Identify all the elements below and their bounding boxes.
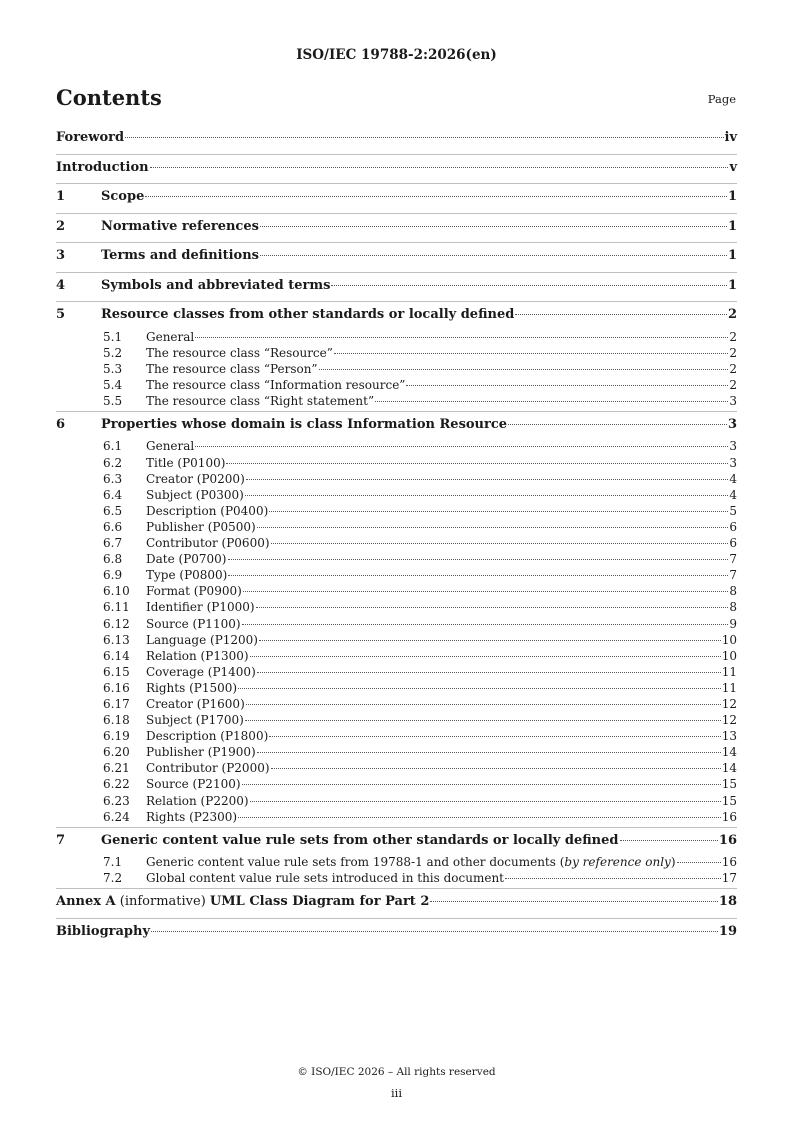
toc-entry-page: 3 — [729, 393, 737, 408]
toc-entry-page: 19 — [718, 923, 737, 939]
toc-entry[interactable] — [56, 246, 737, 270]
toc-entry-number: 7.2 — [103, 871, 123, 886]
toc-entry-number: 6.3 — [103, 471, 123, 486]
toc-entry-number: 6.12 — [103, 616, 130, 631]
toc-entry-page: 4 — [729, 471, 737, 486]
toc-entry-page: 2 — [727, 307, 737, 322]
toc-entry-page: 14 — [721, 745, 737, 760]
toc-subentry[interactable] — [56, 535, 737, 551]
toc-entry-number: 6.23 — [103, 793, 130, 808]
page-column-label: Page — [707, 92, 736, 106]
toc-entry-page: 14 — [721, 761, 737, 776]
toc-entry-page: v — [729, 159, 737, 175]
toc-entry-page: 16 — [718, 832, 737, 848]
dot-leader — [271, 543, 729, 544]
toc-entry-number: 6.1 — [103, 439, 123, 454]
toc-entry-title: Generic content value rule sets from 19788-1 and other documents (by reference only) — [146, 855, 676, 870]
toc-subentry[interactable] — [56, 632, 737, 648]
toc-entry-title: Identifier (P1000) — [146, 600, 255, 615]
toc-entry[interactable] — [56, 831, 737, 855]
toc-entry-title: Format (P0900) — [146, 584, 242, 599]
toc-entry-number: 2 — [56, 218, 66, 234]
toc-entry-title: Publisher (P1900) — [146, 745, 256, 760]
toc-separator — [56, 301, 737, 302]
toc-entry-page: 1 — [727, 277, 737, 293]
toc-subentry[interactable] — [56, 809, 737, 825]
toc-entry-number: 1 — [56, 189, 66, 204]
toc-subentry[interactable] — [56, 519, 737, 535]
toc-entry-page: 1 — [727, 218, 737, 234]
dot-leader — [250, 656, 721, 657]
toc-subentry[interactable] — [56, 599, 737, 615]
toc-entry-title: Global content value rule sets introduced in this document — [146, 871, 504, 886]
toc-entry-title: Relation (P1300) — [146, 648, 249, 663]
toc-entry-page: 8 — [729, 600, 737, 615]
toc-entry[interactable] — [56, 415, 737, 439]
toc-entry-title: Title (P0100) — [146, 455, 226, 470]
toc-subentry[interactable] — [56, 664, 737, 680]
dot-leader — [269, 511, 728, 512]
toc-entry-page: 1 — [727, 248, 737, 263]
dot-leader — [334, 353, 728, 354]
toc-entry-page: 11 — [721, 680, 737, 695]
toc-entry-title: Publisher (P0500) — [146, 519, 256, 534]
toc-entry-page: 12 — [721, 713, 737, 728]
toc-entry-number: 6 — [56, 416, 66, 432]
toc-entry-number: 6.13 — [103, 632, 130, 647]
toc-entry-title: Resource classes from other standards or locally defined — [101, 307, 515, 322]
toc-entry-title: Date (P0700) — [146, 552, 227, 567]
toc-entry-page: 6 — [729, 536, 737, 551]
toc-entry-title: Description (P0400) — [146, 503, 269, 518]
toc-entry-page: 16 — [721, 809, 737, 824]
toc-entry-number: 6.7 — [103, 536, 123, 551]
dot-leader — [195, 337, 728, 338]
toc-entry[interactable] — [56, 128, 737, 152]
toc-entry-page: 13 — [721, 729, 737, 744]
toc-subentry[interactable] — [56, 393, 737, 409]
toc-entry-number: 5.1 — [103, 329, 123, 344]
toc-subentry[interactable] — [56, 377, 737, 393]
toc-subentry[interactable] — [56, 696, 737, 712]
toc-entry-title: Terms and definitions — [101, 248, 259, 263]
dot-leader — [151, 931, 718, 932]
toc-entry-page: 3 — [727, 416, 737, 432]
toc-entry-title: Relation (P2200) — [146, 793, 249, 808]
document-header: ISO/IEC 19788-2:2026(en) — [296, 47, 497, 63]
dot-leader — [375, 401, 728, 402]
toc-separator — [56, 154, 737, 155]
toc-entry-page: 18 — [718, 894, 737, 910]
toc-entry-title: Contributor (P0600) — [146, 536, 270, 551]
dot-leader — [620, 840, 718, 841]
toc-entry[interactable] — [56, 187, 737, 211]
toc-entry-title: Contributor (P2000) — [146, 761, 270, 776]
toc-entry[interactable] — [56, 158, 737, 182]
toc-separator — [56, 242, 737, 243]
dot-leader — [228, 575, 728, 576]
dot-leader — [195, 446, 728, 447]
toc-entry-number: 3 — [56, 248, 66, 263]
toc-entry-title: The resource class “Right statement” — [146, 393, 375, 408]
toc-subentry[interactable] — [56, 361, 737, 377]
toc-subentry[interactable] — [56, 854, 737, 870]
toc-entry-title: Subject (P0300) — [146, 487, 244, 502]
toc-separator — [56, 183, 737, 184]
toc-entry-number: 6.4 — [103, 487, 123, 502]
toc-entry-page: 2 — [729, 329, 737, 344]
toc-separator — [56, 827, 737, 828]
toc-entry-title: Source (P2100) — [146, 777, 241, 792]
toc-entry-number: 6.11 — [103, 600, 130, 615]
toc-entry-page: 4 — [729, 487, 737, 502]
dot-leader — [246, 704, 721, 705]
toc-entry[interactable] — [56, 276, 737, 300]
toc-entry-page: 16 — [721, 855, 737, 870]
toc-subentry[interactable] — [56, 487, 737, 503]
toc-subentry[interactable] — [56, 760, 737, 776]
dot-leader — [271, 768, 721, 769]
toc-entry-title: Type (P0800) — [146, 568, 228, 583]
toc-subentry[interactable] — [56, 616, 737, 632]
toc-entry-title: Bibliography — [56, 923, 151, 939]
toc-entry-number: 5 — [56, 307, 66, 322]
toc-entry-number: 6.22 — [103, 777, 130, 792]
dot-leader — [257, 752, 721, 753]
toc-entry-number: 6.16 — [103, 680, 130, 695]
toc-entry-page: 15 — [721, 793, 737, 808]
toc-entry-title: Coverage (P1400) — [146, 664, 256, 679]
toc-subentry[interactable] — [56, 793, 737, 809]
toc-subentry[interactable] — [56, 455, 737, 471]
dot-leader — [430, 901, 718, 902]
toc-entry-title: The resource class “Person” — [146, 361, 318, 376]
toc-entry-title: Language (P1200) — [146, 632, 258, 647]
toc-entry-number: 6.2 — [103, 455, 123, 470]
toc-entry[interactable] — [56, 892, 737, 916]
toc-entry-title: The resource class “Resource” — [146, 345, 333, 360]
toc-entry-page: 2 — [729, 361, 737, 376]
toc-entry-title: Generic content value rule sets from other standards or locally defined — [101, 832, 619, 848]
toc-entry-page: 9 — [729, 616, 737, 631]
toc-subentry[interactable] — [56, 551, 737, 567]
dot-leader — [245, 720, 721, 721]
toc-entry-number: 6.19 — [103, 729, 130, 744]
toc-entry-title: Creator (P0200) — [146, 471, 245, 486]
toc-entry-number: 5.2 — [103, 345, 123, 360]
toc-entry-title: Introduction — [56, 159, 149, 175]
toc-entry-number: 6.18 — [103, 713, 130, 728]
toc-entry-page: 12 — [721, 696, 737, 711]
toc-separator — [56, 411, 737, 412]
toc-entry-number: 6.6 — [103, 519, 123, 534]
toc-entry-page: 2 — [729, 345, 737, 360]
toc-entry-number: 6.9 — [103, 568, 123, 583]
toc-entry-number: 7.1 — [103, 855, 123, 870]
dot-leader — [260, 255, 727, 256]
toc-entry-title: Properties whose domain is class Information Resource — [101, 416, 508, 432]
dot-leader — [145, 196, 727, 197]
toc-entry-title: Symbols and abbreviated terms — [101, 277, 331, 293]
toc-subentry[interactable] — [56, 776, 737, 792]
toc-entry-page: 7 — [729, 552, 737, 567]
dot-leader — [238, 817, 721, 818]
toc-entry-number: 5.5 — [103, 393, 123, 408]
toc-separator — [56, 888, 737, 889]
dot-leader — [238, 688, 721, 689]
toc-entry-number: 6.8 — [103, 552, 123, 567]
toc-subentry[interactable] — [56, 345, 737, 361]
toc-subentry[interactable] — [56, 583, 737, 599]
dot-leader — [125, 137, 723, 138]
toc-entry-title: General — [146, 329, 195, 344]
toc-entry-number: 5.4 — [103, 377, 123, 392]
dot-leader — [505, 878, 721, 879]
contents-title: Contents — [56, 85, 162, 110]
toc-entry-page: 2 — [729, 377, 737, 392]
toc-subentry[interactable] — [56, 329, 737, 345]
toc-entry-number: 6.10 — [103, 584, 130, 599]
toc-subentry[interactable] — [56, 728, 737, 744]
toc-entry-title: Normative references — [101, 218, 259, 234]
toc-separator — [56, 272, 737, 273]
toc-entry-page: 3 — [729, 439, 737, 454]
dot-leader — [515, 314, 727, 315]
dot-leader — [257, 672, 721, 673]
toc-entry-title: Source (P1100) — [146, 616, 241, 631]
toc-entry-page: 8 — [729, 584, 737, 599]
toc-entry-number: 6.20 — [103, 745, 130, 760]
toc-entry-title: The resource class “Information resource” — [146, 377, 406, 392]
toc-subentry[interactable] — [56, 503, 737, 519]
toc-subentry[interactable] — [56, 712, 737, 728]
copyright-footer: © ISO/IEC 2026 – All rights reserved — [297, 1066, 496, 1078]
dot-leader — [226, 463, 728, 464]
toc-entry-title: Rights (P1500) — [146, 680, 238, 695]
toc-entry-page: 3 — [729, 455, 737, 470]
toc-subentry[interactable] — [56, 870, 737, 886]
dot-leader — [150, 167, 729, 168]
dot-leader — [331, 285, 726, 286]
toc-entry-page: 15 — [721, 777, 737, 792]
dot-leader — [242, 784, 721, 785]
dot-leader — [246, 479, 729, 480]
toc-subentry[interactable] — [56, 438, 737, 454]
toc-entry-page: 5 — [729, 503, 737, 518]
toc-entry-page: 7 — [729, 568, 737, 583]
toc-entry-page: 10 — [721, 648, 737, 663]
dot-leader — [250, 801, 721, 802]
toc-subentry[interactable] — [56, 567, 737, 583]
dot-leader — [257, 527, 729, 528]
toc-entry-number: 4 — [56, 277, 66, 293]
toc-entry-page: 11 — [721, 664, 737, 679]
toc-entry-title: Scope — [101, 189, 145, 204]
toc-entry-number: 6.24 — [103, 809, 130, 824]
dot-leader — [245, 495, 729, 496]
toc-entry-title: General — [146, 439, 195, 454]
toc-entry-page: iv — [724, 130, 737, 145]
dot-leader — [242, 624, 729, 625]
dot-leader — [406, 385, 728, 386]
dot-leader — [319, 369, 729, 370]
toc-entry-title: Rights (P2300) — [146, 809, 238, 824]
dot-leader — [259, 640, 721, 641]
toc-entry-page: 6 — [729, 519, 737, 534]
toc-entry-number: 6.21 — [103, 761, 130, 776]
table-of-contents — [56, 128, 737, 945]
toc-subentry[interactable] — [56, 744, 737, 760]
page-number: iii — [390, 1086, 403, 1100]
toc-entry-number: 6.5 — [103, 503, 123, 518]
toc-entry[interactable] — [56, 922, 737, 946]
dot-leader — [677, 862, 721, 863]
toc-entry[interactable] — [56, 305, 737, 329]
dot-leader — [260, 226, 727, 227]
toc-entry-title: Description (P1800) — [146, 729, 269, 744]
toc-entry-title: Foreword — [56, 130, 125, 145]
toc-entry-page: 1 — [727, 189, 737, 204]
toc-entry-number: 7 — [56, 832, 66, 848]
toc-subentry[interactable] — [56, 471, 737, 487]
toc-subentry[interactable] — [56, 648, 737, 664]
toc-entry-title: Creator (P1600) — [146, 696, 245, 711]
toc-subentry[interactable] — [56, 680, 737, 696]
toc-entry-number: 6.15 — [103, 664, 130, 679]
dot-leader — [243, 591, 729, 592]
toc-entry-number: 5.3 — [103, 361, 123, 376]
toc-entry-title: Annex A (informative) UML Class Diagram for Part 2 — [56, 894, 430, 910]
toc-separator — [56, 918, 737, 919]
toc-entry-title: Subject (P1700) — [146, 713, 244, 728]
toc-entry-page: 10 — [721, 632, 737, 647]
toc-entry[interactable] — [56, 217, 737, 241]
dot-leader — [256, 607, 729, 608]
toc-entry-number: 6.17 — [103, 696, 130, 711]
dot-leader — [228, 559, 729, 560]
toc-separator — [56, 213, 737, 214]
dot-leader — [269, 736, 720, 737]
dot-leader — [508, 424, 727, 425]
toc-entry-page: 17 — [721, 871, 737, 886]
toc-entry-number: 6.14 — [103, 648, 130, 663]
